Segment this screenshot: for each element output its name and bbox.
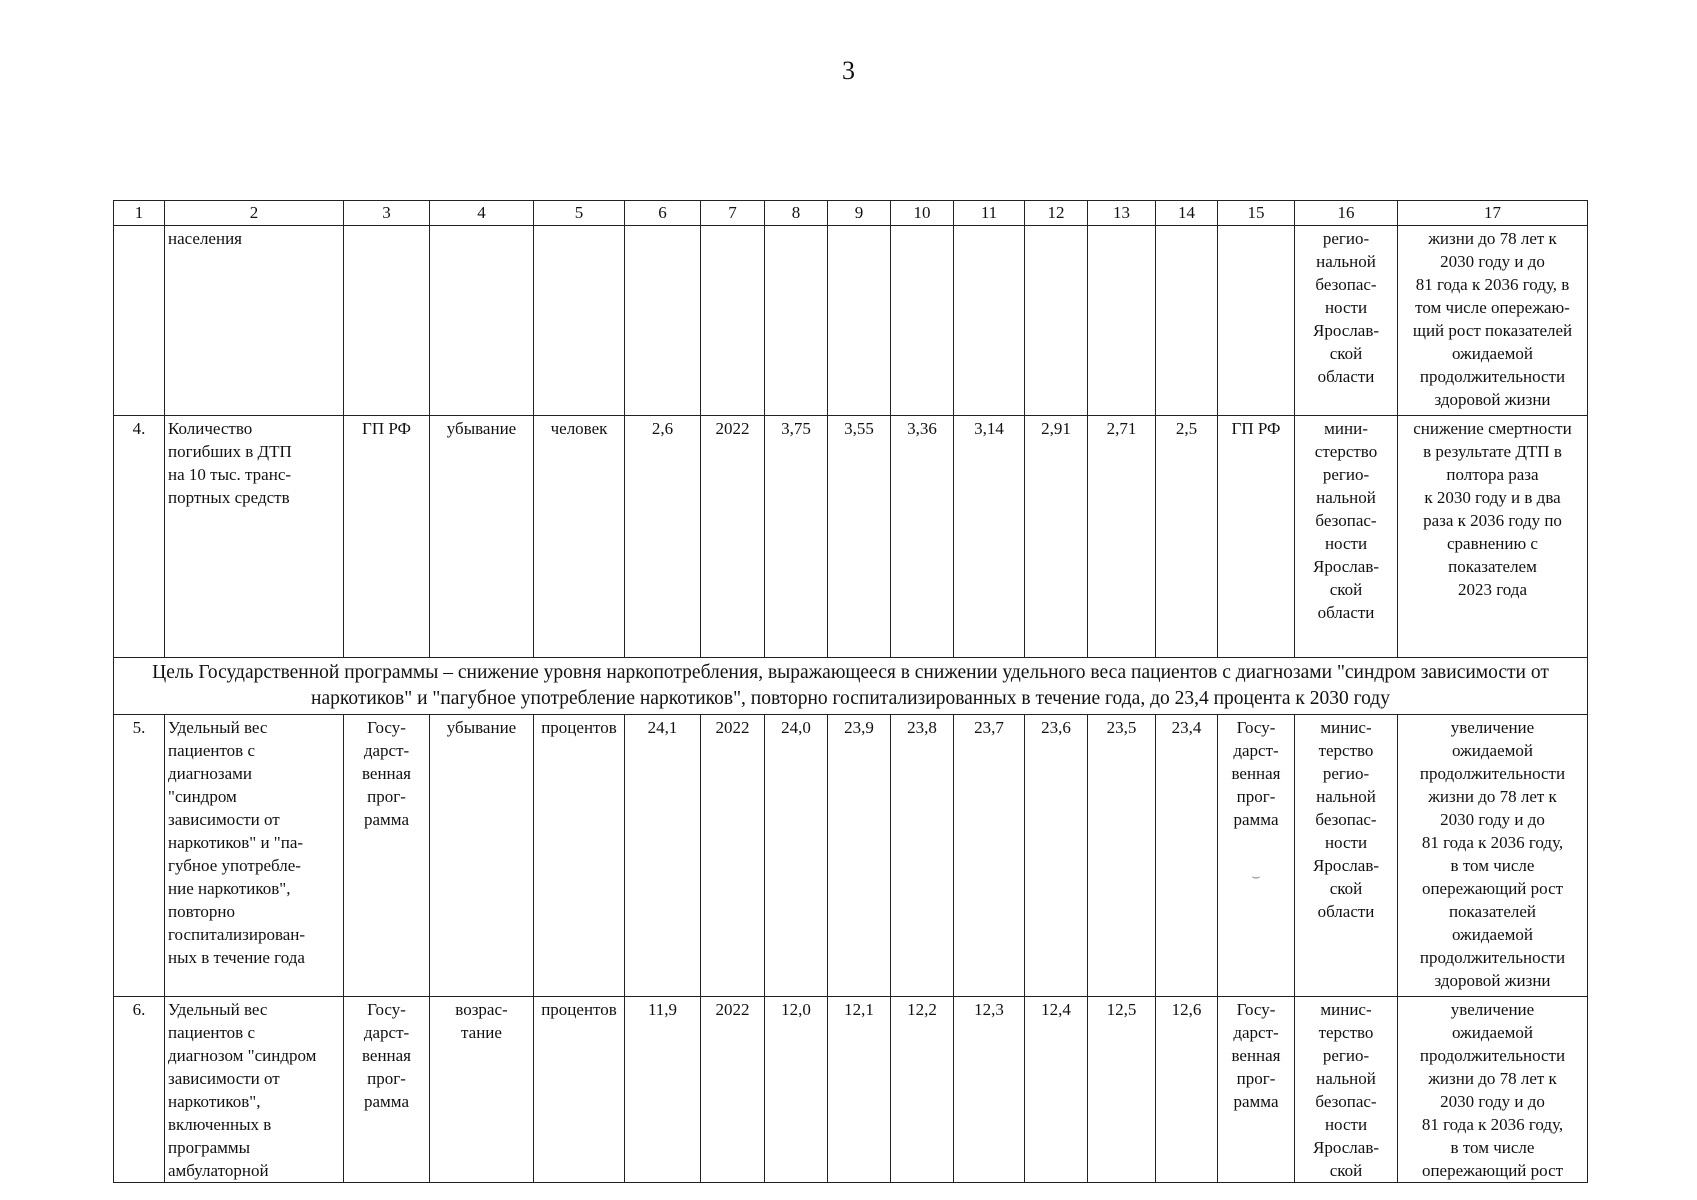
table-row: [114, 715, 1588, 997]
indicator-source: Госу- дарст- венная прог- рамма: [344, 715, 430, 997]
base-year: 2022: [701, 997, 765, 1183]
year-value: [1156, 226, 1218, 416]
column-header: 4: [430, 201, 534, 226]
indicator-document: [1218, 715, 1295, 997]
base-year: [701, 226, 765, 416]
year-value: [828, 226, 891, 416]
base-value: 2,6: [625, 416, 701, 658]
column-header: 1: [114, 201, 165, 226]
year-value: 12,0: [765, 997, 828, 1183]
column-number-row: [114, 201, 1588, 226]
year-value: 2,91: [1025, 416, 1088, 658]
column-header: 6: [625, 201, 701, 226]
column-header: 9: [828, 201, 891, 226]
goal-row: [114, 658, 1588, 715]
year-value: [954, 226, 1025, 416]
indicator-unit: [534, 226, 625, 416]
row-number: 4.: [114, 416, 165, 658]
row-number: 6.: [114, 997, 165, 1183]
column-header: 5: [534, 201, 625, 226]
year-value: 23,9: [828, 715, 891, 997]
base-year: 2022: [701, 416, 765, 658]
year-value: 23,4: [1156, 715, 1218, 997]
national-goal-link: жизни до 78 лет к 2030 году и до 81 года к 2036 году, в том числе опережаю- щий рост показателей ожидаемой продолжительности здоровой жизни: [1398, 226, 1588, 416]
year-value: 3,75: [765, 416, 828, 658]
column-header: 10: [891, 201, 954, 226]
table-row: [114, 997, 1588, 1183]
base-value: [625, 226, 701, 416]
year-value: 3,36: [891, 416, 954, 658]
year-value: [765, 226, 828, 416]
indicators-table: [113, 200, 1588, 1183]
table-row: [114, 416, 1588, 658]
column-header: 14: [1156, 201, 1218, 226]
indicator-unit: человек: [534, 416, 625, 658]
indicator-name: населения: [165, 226, 344, 416]
year-value: 12,5: [1088, 997, 1156, 1183]
indicator-unit: процентов: [534, 997, 625, 1183]
column-header: 17: [1398, 201, 1588, 226]
row-number: 5.: [114, 715, 165, 997]
row-number: [114, 226, 165, 416]
base-value: 11,9: [625, 997, 701, 1183]
year-value: 12,4: [1025, 997, 1088, 1183]
year-value: 12,1: [828, 997, 891, 1183]
year-value: [1088, 226, 1156, 416]
year-value: 23,8: [891, 715, 954, 997]
year-value: 2,71: [1088, 416, 1156, 658]
column-header: 16: [1295, 201, 1398, 226]
base-year: 2022: [701, 715, 765, 997]
indicator-direction: убывание: [430, 416, 534, 658]
column-header: 8: [765, 201, 828, 226]
year-value: 12,3: [954, 997, 1025, 1183]
indicator-document: [1218, 226, 1295, 416]
year-value: [891, 226, 954, 416]
indicator-source: ГП РФ: [344, 416, 430, 658]
page-number: 3: [842, 56, 855, 85]
indicator-name: Удельный вес пациентов с диагнозом "синдром зависимости от наркотиков", включенных в программы амбулаторной: [165, 997, 344, 1183]
year-value: 3,14: [954, 416, 1025, 658]
indicator-source: Госу- дарст- венная прог- рамма: [344, 997, 430, 1183]
responsible-body: минис- терство регио- нальной безопас- ности Ярослав- ской: [1295, 997, 1398, 1183]
column-header: 15: [1218, 201, 1295, 226]
indicator-direction: возрас- тание: [430, 997, 534, 1183]
year-value: 3,55: [828, 416, 891, 658]
year-value: 23,7: [954, 715, 1025, 997]
year-value: 23,6: [1025, 715, 1088, 997]
indicator-source: [344, 226, 430, 416]
program-goal: Цель Государственной программы – снижение уровня наркопотребления, выражающееся в снижении удельного веса пациентов с диагнозами "синдром зависимости от наркотиков" и "пагубное употребление наркотиков", повторно госпитализированных в течение года, до 23,4 процента к 2030 году: [114, 658, 1588, 715]
table-row: [114, 226, 1588, 416]
year-value: 23,5: [1088, 715, 1156, 997]
column-header: 2: [165, 201, 344, 226]
year-value: 24,0: [765, 715, 828, 997]
year-value: [1025, 226, 1088, 416]
indicator-direction: убывание: [430, 715, 534, 997]
column-header: 11: [954, 201, 1025, 226]
national-goal-link: снижение смертности в результате ДТП в полтора раза к 2030 году и в два раза к 2036 году по сравнению с показателем 2023 года: [1398, 416, 1588, 658]
responsible-body: минис- терство регио- нальной безопас- ности Ярослав- ской области: [1295, 715, 1398, 997]
indicator-unit: процентов: [534, 715, 625, 997]
column-header: 13: [1088, 201, 1156, 226]
year-value: 12,2: [891, 997, 954, 1183]
year-value: 12,6: [1156, 997, 1218, 1183]
pen-mark: ⌣: [1251, 870, 1261, 885]
indicator-name: Удельный вес пациентов с диагнозами "синдром зависимости от наркотиков" и "па- губное употребле- ние наркотиков", повторно госпитализирован- ных в течение года: [165, 715, 344, 997]
responsible-body: мини- стерство регио- нальной безопас- ности Ярослав- ской области: [1295, 416, 1398, 658]
document-text: Госу- дарст- венная прог- рамма: [1231, 718, 1281, 829]
indicator-direction: [430, 226, 534, 416]
column-header: 12: [1025, 201, 1088, 226]
indicator-document: ГП РФ: [1218, 416, 1295, 658]
responsible-body: регио- нальной безопас- ности Ярослав- ской области: [1295, 226, 1398, 416]
national-goal-link: увеличение ожидаемой продолжительности жизни до 78 лет к 2030 году и до 81 года к 2036 году, в том числе опережающий рост: [1398, 997, 1588, 1183]
indicator-name: Количество погибших в ДТП на 10 тыс. транс- портных средств: [165, 416, 344, 658]
national-goal-link: увеличение ожидаемой продолжительности жизни до 78 лет к 2030 году и до 81 года к 2036 году, в том числе опережающий рост показателей ожидаемой продолжительности здоровой жизни: [1398, 715, 1588, 997]
column-header: 3: [344, 201, 430, 226]
year-value: 2,5: [1156, 416, 1218, 658]
base-value: 24,1: [625, 715, 701, 997]
indicator-document: Госу- дарст- венная прог- рамма: [1218, 997, 1295, 1183]
column-header: 7: [701, 201, 765, 226]
